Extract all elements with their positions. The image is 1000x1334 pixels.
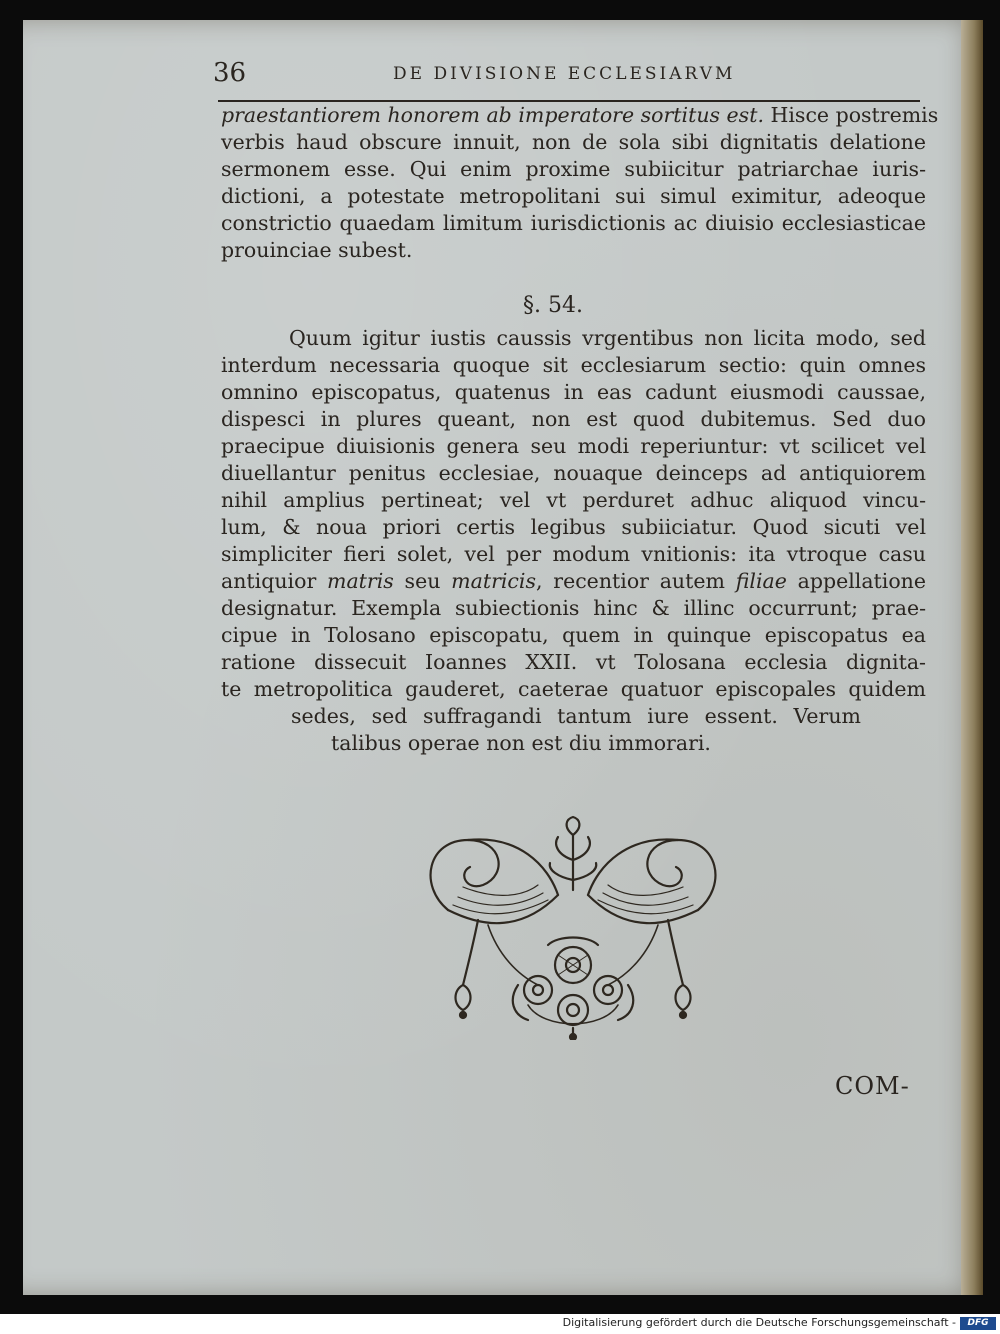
text-line: simpliciter fieri solet, vel per modum vnitionis: ita vtroque casu [221, 542, 926, 566]
text-line: te metropolitica gauderet, caeterae quatuor episcopales quidem [221, 677, 926, 701]
text-line: lum, & noua priori certis legibus subiiciatur. Quod sicuti vel [221, 515, 926, 539]
text-line: antiquior matris seu matricis, recentior autem filiae appellatione [221, 569, 927, 593]
text-line: ratione dissecuit Ioannes XXII. vt Tolosana ecclesia dignita- [221, 650, 926, 674]
text-line: sedes, sed suffragandi tantum iure essent. Verum [291, 704, 861, 728]
text-line: constrictio quaedam limitum iurisdictionis ac diuisio ecclesiasticae [221, 211, 926, 235]
text-line [221, 102, 939, 129]
funding-notice: Digitalisierung gefördert durch die Deutsche Forschungsgemeinschaft - [562, 1316, 956, 1329]
section-number: §. 54. [523, 293, 583, 318]
page-header [213, 58, 933, 94]
italic-word: matricis [451, 569, 536, 593]
text-line: diuellantur penitus ecclesiae, nouaque deinceps ad antiquiorem [221, 461, 926, 485]
line-text: Hisce postremis [763, 103, 939, 127]
text-line: verbis haud obscure innuit, non de sola sibi dignitatis delatione [221, 130, 926, 154]
catchword: COM- [835, 1072, 910, 1100]
text-line: praecipue diuisionis genera seu modi reperiuntur: vt scilicet vel [221, 434, 926, 458]
paragraph-2 [221, 325, 926, 757]
paragraph-1 [221, 102, 939, 264]
text-line: prouinciae subest. [221, 238, 413, 262]
text-line: sermonem esse. Qui enim proxime subiicitur patriarchae iuris- [221, 157, 926, 181]
italic-word: matris [327, 569, 394, 593]
italic-phrase: praestantiorem honorem ab imperatore sortitus est. [221, 103, 764, 127]
text-line: omnino episcopatus, quatenus in eas cadunt eiusmodi caussae, [221, 380, 926, 404]
page-number: 36 [213, 58, 247, 88]
text-line: interdum necessaria quoque sit ecclesiarum sectio: quin omnes [221, 353, 926, 377]
text-line: Quum igitur iustis caussis vrgentibus non licita modo, sed [289, 326, 926, 350]
running-head: DE DIVISIONE ECCLESIARVM [393, 64, 736, 84]
page-gutter-edge [961, 20, 983, 1295]
text-line: designatur. Exempla subiectionis hinc & illinc occurrunt; prae- [221, 596, 926, 620]
text-line: cipue in Tolosano episcopatu, quem in quinque episcopatus ea [221, 623, 926, 647]
italic-word: filiae [735, 569, 787, 593]
text-line: talibus operae non est diu immorari. [331, 731, 711, 755]
digitization-footer [0, 1314, 1000, 1334]
book-page [23, 20, 983, 1295]
floral-ornament-vignette [408, 815, 738, 1040]
dfg-logo: DFG [960, 1317, 996, 1330]
text-line: nihil amplius pertineat; vel vt perduret adhuc aliquod vincu- [221, 488, 926, 512]
text-line: dictioni, a potestate metropolitani sui simul eximitur, adeoque [221, 184, 926, 208]
text-line: dispesci in plures queant, non est quod dubitemus. Sed duo [221, 407, 926, 431]
